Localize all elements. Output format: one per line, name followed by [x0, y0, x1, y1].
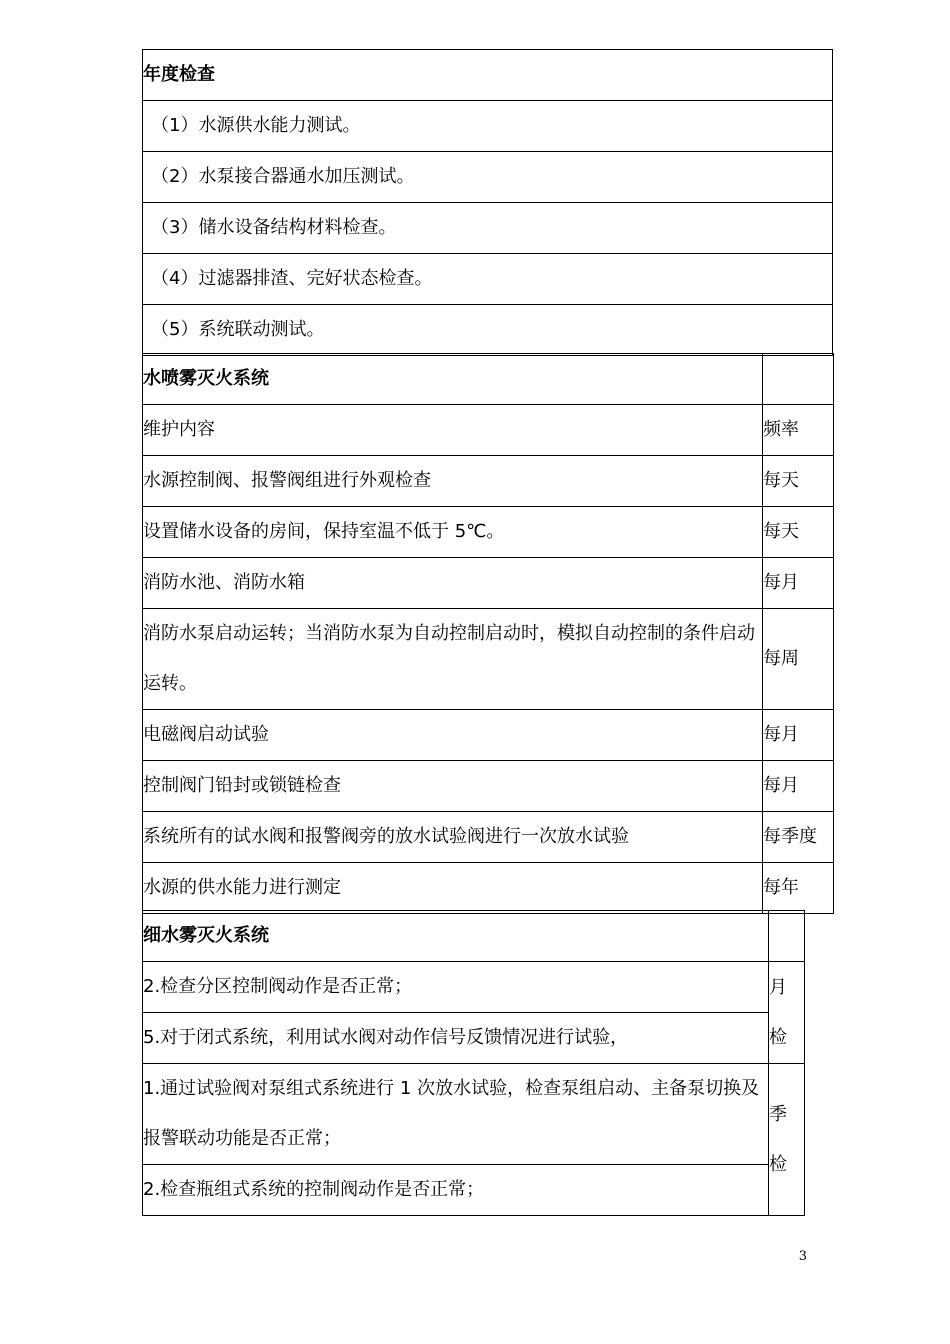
mist-quarterly-item: 1.通过试验阀对泵组式系统进行 1 次放水试验，检查泵组启动、主备泵切换及报警联动功能是否正常；	[143, 1064, 769, 1165]
spray-row-freq: 每天	[763, 507, 834, 558]
spray-row-content: 消防水池、消防水箱	[143, 558, 763, 609]
mist-monthly-label: 月检	[769, 962, 805, 1064]
spray-row-content: 消防水泵启动运转；当消防水泵为自动控制启动时，模拟自动控制的条件启动运转。	[143, 609, 763, 710]
spray-title-blank	[763, 354, 834, 405]
spray-row-freq: 每周	[763, 609, 834, 710]
spray-row-freq: 每年	[763, 863, 834, 914]
spray-row-freq: 每月	[763, 710, 834, 761]
spray-row-content: 水源控制阀、报警阀组进行外观检查	[143, 456, 763, 507]
col-header-content: 维护内容	[143, 405, 763, 456]
spray-row-freq: 每天	[763, 456, 834, 507]
spray-row-content: 水源的供水能力进行测定	[143, 863, 763, 914]
mist-quarterly-item: 2.检查瓶组式系统的控制阀动作是否正常；	[143, 1165, 769, 1216]
mist-monthly-item: 5.对于闭式系统，利用试水阀对动作信号反馈情况进行试验，	[143, 1013, 769, 1064]
spray-row-freq: 每季度	[763, 812, 834, 863]
annual-item: （4）过滤器排渣、完好状态检查。	[143, 254, 833, 305]
spray-row-freq: 每月	[763, 558, 834, 609]
annual-item: （3）储水设备结构材料检查。	[143, 203, 833, 254]
spray-row-content: 系统所有的试水阀和报警阀旁的放水试验阀进行一次放水试验	[143, 812, 763, 863]
col-header-freq: 频率	[763, 405, 834, 456]
annual-item: （2）水泵接合器通水加压测试。	[143, 152, 833, 203]
page-number: 3	[798, 1249, 807, 1264]
annual-item: （1）水源供水能力测试。	[143, 101, 833, 152]
water-mist-table	[142, 910, 805, 1216]
spray-row-content: 设置储水设备的房间，保持室温不低于 5℃。	[143, 507, 763, 558]
annual-inspection-table	[142, 49, 833, 356]
spray-row-content: 控制阀门铅封或锁链检查	[143, 761, 763, 812]
mist-monthly-item: 2.检查分区控制阀动作是否正常；	[143, 962, 769, 1013]
water-spray-table	[142, 353, 834, 914]
mist-quarterly-label: 季检	[769, 1064, 805, 1216]
mist-title: 细水雾灭火系统	[143, 911, 769, 962]
annual-item: （5）系统联动测试。	[143, 305, 833, 356]
spray-row-content: 电磁阀启动试验	[143, 710, 763, 761]
mist-title-blank	[769, 911, 805, 962]
spray-title: 水喷雾灭火系统	[143, 354, 763, 405]
annual-header: 年度检查	[143, 50, 833, 101]
spray-row-freq: 每月	[763, 761, 834, 812]
